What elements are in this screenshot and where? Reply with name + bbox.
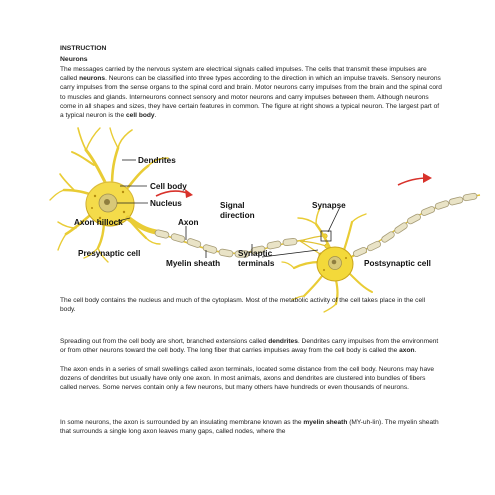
intro-text-1: The messages carried by the nervous system are electrical signals called impulses. The cells that transmit these impulses are called bbox=[60, 66, 427, 83]
postsynaptic-cell-body bbox=[317, 247, 353, 281]
arrow-red-1 bbox=[156, 191, 190, 196]
postsynaptic-myelin-segments bbox=[352, 193, 477, 258]
label-axon: Axon bbox=[178, 218, 199, 227]
myelin-paragraph bbox=[60, 418, 442, 436]
label-postsynaptic-cell: Postsynaptic cell bbox=[364, 259, 431, 268]
presynaptic-nucleus bbox=[99, 194, 117, 212]
label-dendrites: Dendrites bbox=[138, 156, 176, 165]
term-neurons: neurons bbox=[79, 75, 106, 83]
label-synaptic-terminals-line1: Synaptic bbox=[238, 249, 273, 258]
dendrites-text-3: . bbox=[414, 347, 417, 355]
intro-text-2: . Neurons can be classified into three types according to the direction in which an impulse travels. Sensory neurons carry impulses from the sense organs to the spinal cord and brain. Motor neurons carry impulses from the brain and the spinal cord to muscles and glands. Interneurons connect sensory and motor neurons and carry impulses between them. Although neurons come in all shapes and sizes, they have certain features in common. The figure at right shows a typical neuron. The largest part of a typical neuron is the bbox=[60, 75, 442, 120]
term-cell-body: cell body bbox=[125, 112, 155, 120]
arrow-red-2-head bbox=[423, 173, 432, 183]
label-axon-hillock: Axon hillock bbox=[74, 218, 123, 227]
term-axon: axon bbox=[399, 347, 415, 355]
term-dendrites: dendrites bbox=[268, 338, 298, 345]
synaptic-terminal-branches bbox=[300, 236, 326, 254]
term-myelin-sheath: myelin sheath bbox=[303, 419, 348, 426]
label-signal-direction-line1: Signal bbox=[220, 201, 245, 210]
section-title: Neurons bbox=[60, 56, 88, 63]
myelin-sheath-segments bbox=[154, 229, 297, 257]
axon-paragraph: The axon ends in a series of small swellings called axon terminals, located some distance from the cell body. Neurons may have dozens of dendrites but usually have only one axon. In most animals, axons and dendrites are clustered into bundles of fibers called nerves. Some nerves contain only a few neurons, but many others have hundreds or even thousands of neurons. bbox=[60, 366, 435, 392]
myelin-text-2: (MY-uh-lin). The myelin sheath that surrounds a single long axon leaves many gaps, called nodes, where the bbox=[60, 419, 439, 436]
label-presynaptic-cell: Presynaptic cell bbox=[78, 249, 141, 258]
label-synaptic-terminals-line2: terminals bbox=[238, 259, 275, 268]
label-nucleus: Nucleus bbox=[150, 199, 182, 208]
label-signal-direction-line2: direction bbox=[220, 211, 255, 220]
signal-direction-arrows bbox=[156, 173, 432, 198]
label-cell-body: Cell body bbox=[150, 182, 187, 191]
label-myelin-sheath: Myelin sheath bbox=[166, 259, 221, 268]
myelin-text-1: In some neurons, the axon is surrounded by an insulating membrane known as the bbox=[60, 419, 304, 426]
dendrites-text-2: . Dendrites carry impulses from the environment or from other neurons toward the cell body. The long fiber that carries impulses away from the cell body is called the bbox=[60, 338, 439, 355]
cell-body-paragraph: The cell body contains the nucleus and much of the cytoplasm. Most of the metabolic activity of the cell takes place in the cell body. bbox=[60, 297, 426, 314]
instruction-label: INSTRUCTION bbox=[60, 45, 107, 52]
intro-text-3: . bbox=[154, 112, 157, 120]
dendrites-text-1: Spreading out from the cell body are short, branched extensions called bbox=[60, 338, 269, 345]
dendrites-paragraph bbox=[60, 337, 442, 355]
label-synapse: Synapse bbox=[312, 201, 346, 210]
